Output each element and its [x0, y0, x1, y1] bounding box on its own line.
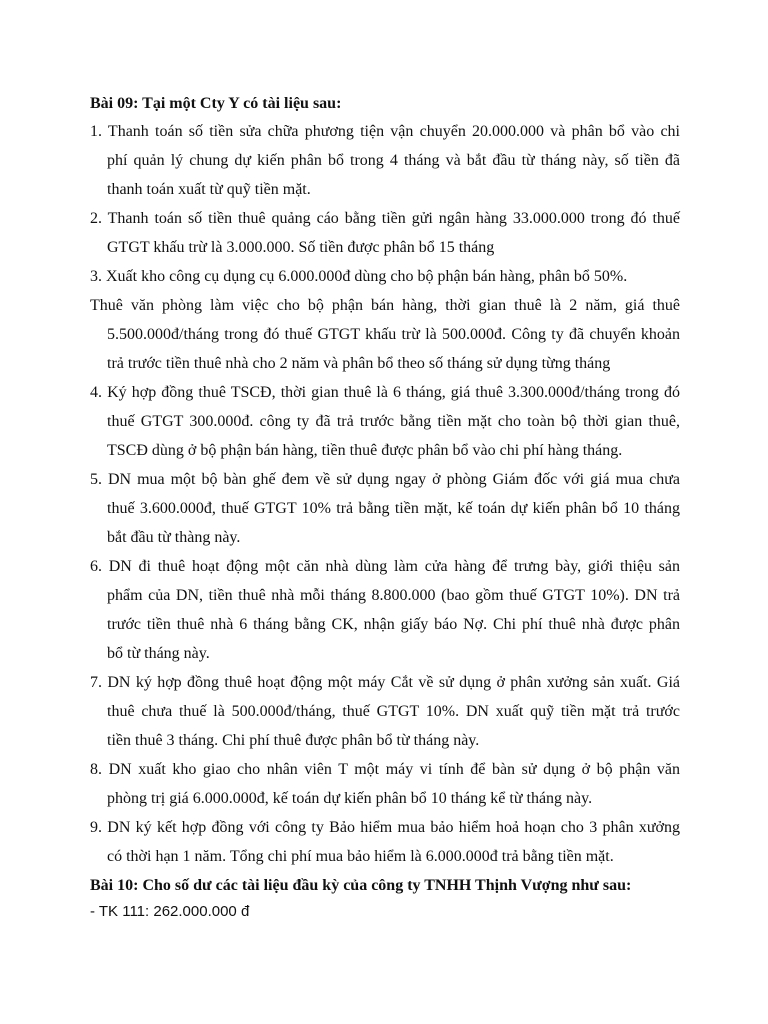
exercise-09-title: Bài 09: Tại một Cty Y có tài liệu sau:	[90, 95, 342, 112]
item-7-line-3: tiền thuê 3 tháng. Chi phí thuê được phân bổ từ tháng này.	[107, 732, 480, 749]
item-1-line-1: 1. Thanh toán số tiền sửa chữa phương tiện vận chuyển 20.000.000 và phân bổ vào chi	[90, 123, 680, 140]
item-8-line-1: 8. DN xuất kho giao cho nhân viên T một máy vi tính để bàn sử dụng ở bộ phận văn	[90, 761, 680, 778]
item-6-line-1: 6. DN đi thuê hoạt động một căn nhà dùng làm cửa hàng để trưng bày, giới thiệu sản	[90, 558, 680, 575]
item-5-line-3: bắt đầu từ thàng này.	[107, 529, 241, 546]
item-4-line-2: thuế GTGT 300.000đ. công ty đã trả trước bằng tiền mặt cho toàn bộ thời gian thuê,	[107, 413, 680, 430]
item-3-line-1: 3. Xuất kho công cụ dụng cụ 6.000.000đ dùng cho bộ phận bán hàng, phân bổ 50%.	[90, 268, 628, 285]
item-9-line-2: có thời hạn 1 năm. Tổng chi phí mua bảo hiểm là 6.000.000đ trả bằng tiền mặt.	[107, 848, 614, 865]
item-7-line-2: thuê chưa thuế là 500.000đ/tháng, thuế GTGT 10%. DN xuất quỹ tiền mặt trả trước	[107, 703, 680, 720]
exercise-10-title: Bài 10: Cho số dư các tài liệu đầu kỳ của công ty TNHH Thịnh Vượng như sau:	[90, 877, 632, 894]
office-rent-line-2: 5.500.000đ/tháng trong đó thuế GTGT khấu trừ là 500.000đ. Công ty đã chuyển khoản	[107, 326, 680, 343]
item-6-line-3: trước tiền thuê nhà 6 tháng bằng CK, nhận giấy báo Nợ. Chi phí thuê nhà được phân	[107, 616, 680, 633]
item-2-line-2: GTGT khấu trừ là 3.000.000. Số tiền được phân bổ 15 tháng	[107, 239, 495, 256]
item-5-line-1: 5. DN mua một bộ bàn ghế đem về sử dụng ngay ở phòng Giám đốc với giá mua chưa	[90, 471, 680, 488]
office-rent-line-3: trả trước tiền thuê nhà cho 2 năm và phân bổ theo số tháng sử dụng từng tháng	[107, 355, 611, 372]
item-6-line-4: bổ từ tháng này.	[107, 645, 210, 662]
account-111-balance: - TK 111: 262.000.000 đ	[90, 903, 250, 920]
item-5-line-2: thuế 3.600.000đ, thuế GTGT 10% trả bằng tiền mặt, kế toán dự kiến phân bổ 10 tháng	[107, 500, 680, 517]
item-8-line-2: phòng trị giá 6.000.000đ, kế toán dự kiến phân bổ 10 tháng kể từ tháng này.	[107, 790, 593, 807]
item-4-line-3: TSCĐ dùng ở bộ phận bán hàng, tiền thuê được phân bổ vào chi phí hàng tháng.	[107, 442, 623, 459]
item-4-line-1: 4. Ký hợp đồng thuê TSCĐ, thời gian thuê là 6 tháng, giá thuê 3.300.000đ/tháng trong đó	[90, 384, 680, 401]
item-1-line-3: thanh toán xuất từ quỹ tiền mặt.	[107, 181, 311, 198]
item-9-line-1: 9. DN ký kết hợp đồng với công ty Bảo hiểm mua bảo hiểm hoả hoạn cho 3 phân xưởng	[90, 819, 680, 836]
item-2-line-1: 2. Thanh toán số tiền thuê quảng cáo bằng tiền gửi ngân hàng 33.000.000 trong đó thuế	[90, 210, 680, 227]
office-rent-line-1: Thuê văn phòng làm việc cho bộ phận bán hàng, thời gian thuê là 2 năm, giá thuê	[90, 297, 680, 314]
item-1-line-2: phí quản lý chung dự kiến phân bổ trong 4 tháng và bắt đầu từ tháng này, số tiền đã	[107, 152, 680, 169]
item-6-line-2: phẩm của DN, tiền thuê nhà mỗi tháng 8.800.000 (bao gồm thuế GTGT 10%). DN trả	[107, 587, 680, 604]
item-7-line-1: 7. DN ký hợp đồng thuê hoạt động một máy Cắt về sử dụng ở phân xưởng sản xuất. Giá	[90, 674, 680, 691]
